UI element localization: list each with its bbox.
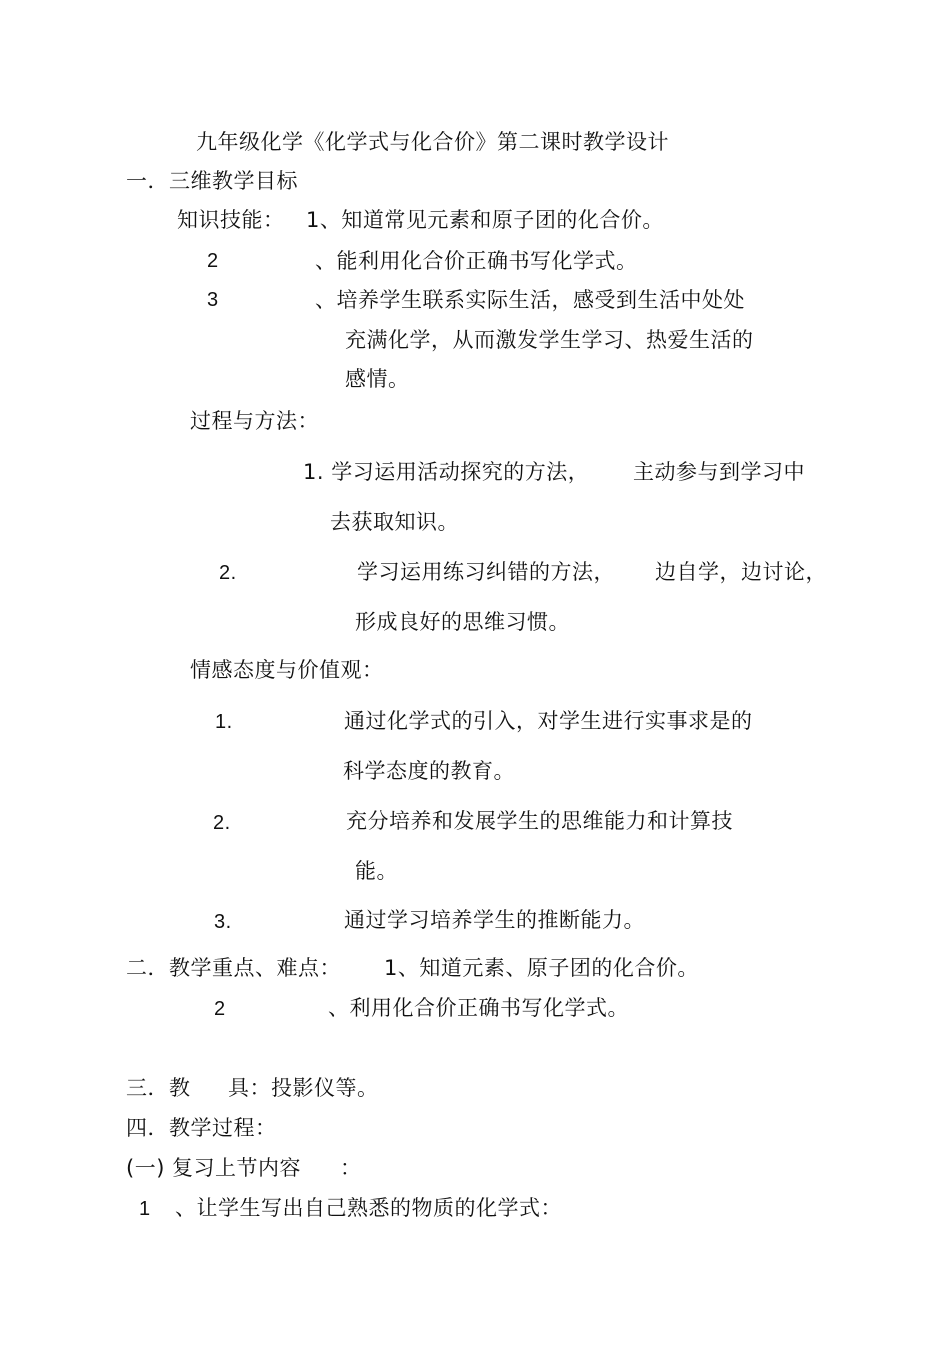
- knowledge-item-3-line-2: 充满化学，从而激发学生学习、热爱生活的: [345, 328, 754, 352]
- emotion-item-2-line-2: 能。: [355, 859, 398, 883]
- section-4-subheading-1: (一) 复习上节内容: [126, 1156, 302, 1180]
- knowledge-item-3-line-3: 感情。: [345, 367, 410, 391]
- knowledge-item-2-text: 、能利用化合价正确书写化学式。: [315, 249, 638, 273]
- emotion-item-2-number: 2.: [213, 812, 231, 834]
- process-label: 过程与方法：: [190, 409, 319, 433]
- knowledge-item-3-number: 3: [207, 289, 219, 311]
- section-4-step-1-text: 、让学生写出自己熟悉的物质的化学式：: [175, 1196, 562, 1220]
- section-3-heading-part-a: 三．教: [126, 1076, 191, 1100]
- document-title: 九年级化学《化学式与化合价》第二课时教学设计: [196, 130, 669, 154]
- section-2-item-2-text: 、利用化合价正确书写化学式。: [328, 996, 629, 1020]
- process-item-1-line-2: 去获取知识。: [330, 510, 459, 534]
- emotion-item-1-number: 1.: [215, 711, 233, 733]
- section-1-heading: 一．三维教学目标: [126, 169, 298, 193]
- section-4-subheading-1-colon: ：: [340, 1156, 362, 1180]
- process-item-2-line-1: 学习运用练习纠错的方法，: [357, 560, 615, 584]
- emotion-item-1-line-1: 通过化学式的引入，对学生进行实事求是的: [344, 709, 753, 733]
- section-4-heading: 四．教学过程：: [126, 1116, 277, 1140]
- process-item-2-line-1b: 边自学，边讨论，: [655, 560, 827, 584]
- section-3-heading-part-b: 具：投影仪等。: [228, 1076, 379, 1100]
- emotion-item-1-line-2: 科学态度的教育。: [343, 759, 515, 783]
- knowledge-item-1: 1、知道常见元素和原子团的化合价。: [306, 208, 664, 232]
- process-item-1-line-1: 1. 学习运用活动探究的方法，: [303, 460, 590, 484]
- process-item-2-line-2: 形成良好的思维习惯。: [355, 610, 570, 634]
- section-2-heading: 二．教学重点、难点：: [126, 956, 341, 980]
- emotion-item-3-number: 3.: [214, 911, 232, 933]
- emotion-label: 情感态度与价值观：: [190, 658, 384, 682]
- section-2-item-2-number: 2: [214, 998, 226, 1020]
- process-item-2-number: 2.: [219, 562, 237, 584]
- knowledge-item-3-line-1: 、培养学生联系实际生活，感受到生活中处处: [315, 288, 745, 312]
- section-4-step-1-number: 1: [139, 1198, 151, 1220]
- emotion-item-3-line-1: 通过学习培养学生的推断能力。: [344, 908, 645, 932]
- process-item-1-line-1b: 主动参与到学习中: [633, 460, 805, 484]
- section-2-item-1: 1、知道元素、原子团的化合价。: [384, 956, 699, 980]
- knowledge-label: 知识技能：: [177, 208, 285, 232]
- knowledge-item-2-number: 2: [207, 250, 219, 272]
- emotion-item-2-line-1: 充分培养和发展学生的思维能力和计算技: [346, 809, 733, 833]
